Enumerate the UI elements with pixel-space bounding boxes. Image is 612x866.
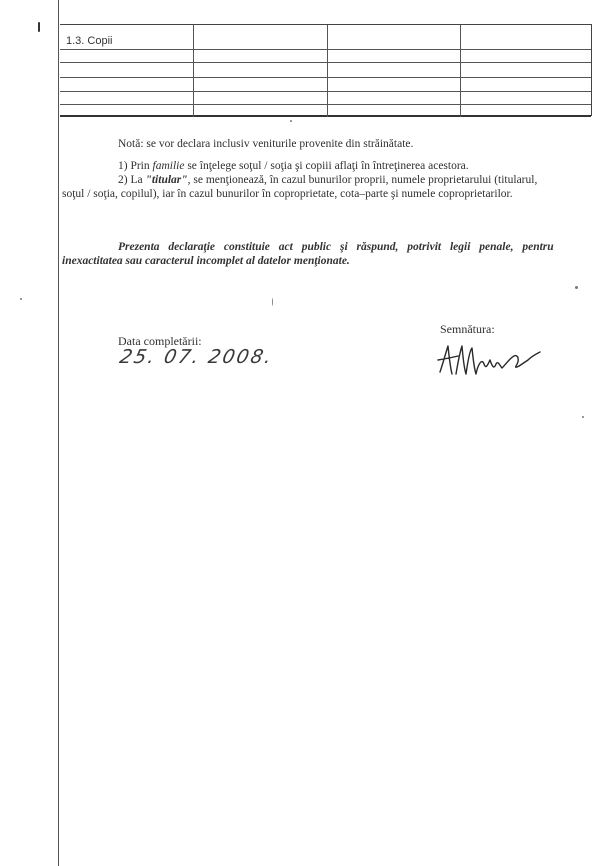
table-row <box>60 63 591 78</box>
table-row <box>60 92 591 105</box>
scan-border <box>58 0 59 866</box>
scan-speck <box>20 298 22 300</box>
signature-label: Semnătura: <box>440 322 495 336</box>
table-row <box>60 78 591 92</box>
footnote-2-prefix: 2) La <box>118 174 146 186</box>
footnote-2-rest: , se menţionează, în cazul bunurilor proprii, numele proprietarului (titularul, <box>187 174 538 186</box>
footnote-1-rest: se înţelege soţul / soţia şi copiii aflaţi în întreţinerea acestora. <box>184 160 469 172</box>
date-label: Data completării: <box>118 334 202 348</box>
footnote-1-prefix: 1) Prin <box>118 160 153 172</box>
footnote-1 <box>118 159 469 173</box>
table-row <box>60 25 591 50</box>
scan-speck <box>272 298 273 306</box>
footnote-2-term: "titular" <box>145 174 188 186</box>
scan-speck <box>290 120 292 122</box>
declaration-line-2: inexactitatea sau caracterul incomplet al datelor menţionate. <box>62 255 350 267</box>
column-divider <box>193 25 194 117</box>
scan-speck <box>582 416 584 418</box>
table-row <box>60 50 591 63</box>
date-value: 25. 07. 2008. <box>117 346 276 368</box>
footnote-2 <box>118 173 537 187</box>
handwritten-signature-icon <box>434 334 554 384</box>
column-divider <box>327 25 328 117</box>
footnote-2-continued: soţul / soţia, copilul), iar în cazul bunurilor în coproprietate, cota–parte şi numele coproprietarilor. <box>62 188 513 200</box>
row-label-copii: 1.3. Copii <box>66 35 113 47</box>
column-divider <box>460 25 461 117</box>
children-table <box>60 24 592 116</box>
scan-speck <box>575 286 578 289</box>
note-text: Notă: se vor declara inclusiv veniturile provenite din străinătate. <box>118 138 414 150</box>
table-row <box>60 105 591 117</box>
declaration-line-1: Prezenta declaraţie constituie act public şi răspund, potrivit legii penale, pentru <box>118 241 554 253</box>
scan-speck <box>38 22 40 32</box>
footnote-1-term: familie <box>152 160 185 172</box>
